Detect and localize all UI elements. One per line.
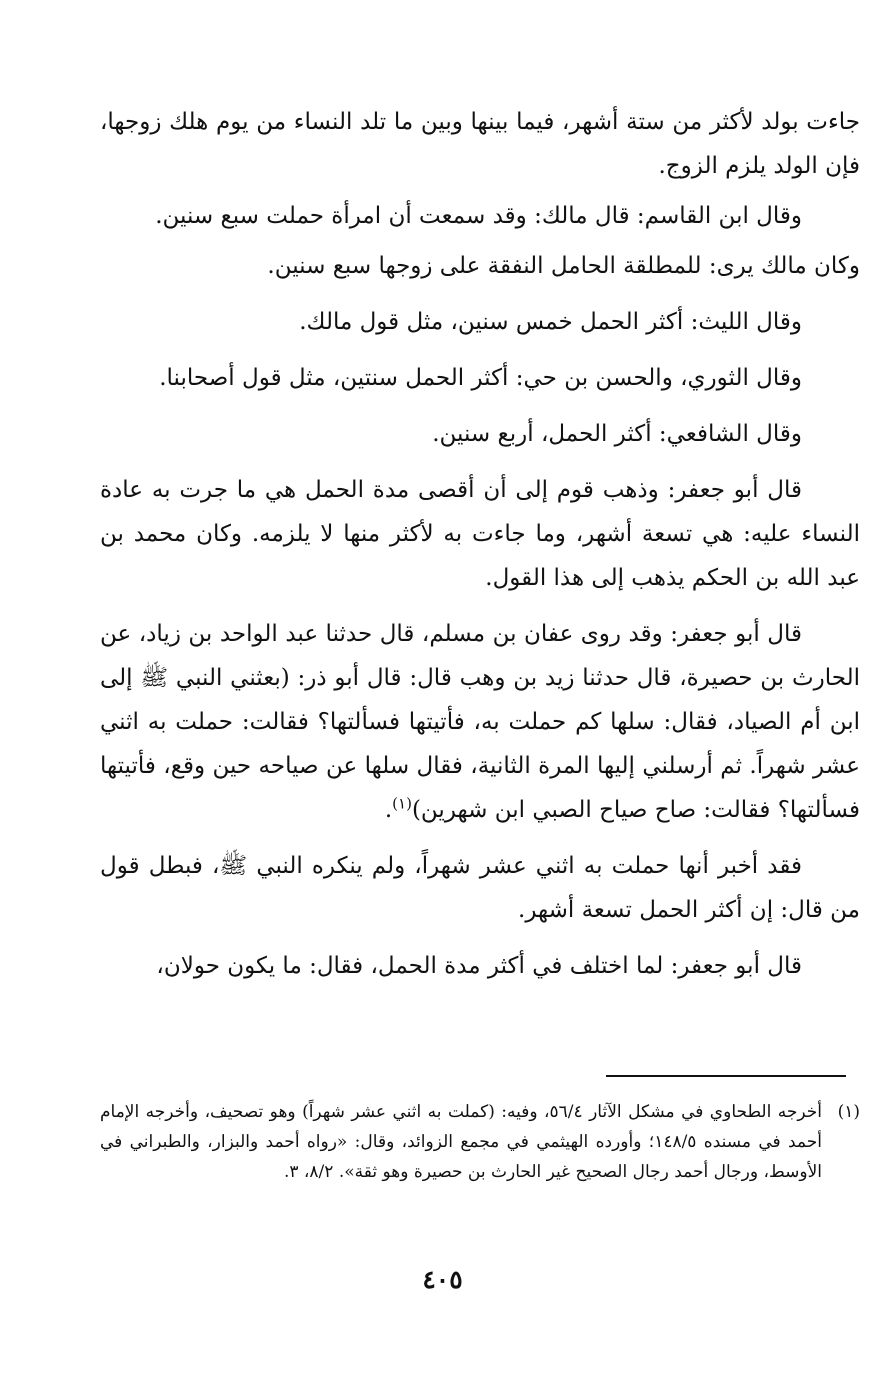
paragraph-7: قال أبو جعفر: وذهب قوم إلى أن أقصى مدة الحمل هي ما جرت به عادة النساء عليه: هي تسعة أشهر، وما جاءت به لأكثر منها لا يلزمه. وكان محمد بن عبد الله بن الحكم يذهب إلى هذا القول. bbox=[100, 477, 860, 591]
paragraph-5: وقال الثوري، والحسن بن حي: أكثر الحمل سنتين، مثل قول أصحابنا. bbox=[159, 365, 802, 391]
paragraph-4: وقال الليث: أكثر الحمل خمس سنين، مثل قول مالك. bbox=[299, 309, 802, 335]
footnote-marker: (١) bbox=[837, 1102, 860, 1122]
paragraph-6: وقال الشافعي: أكثر الحمل، أربع سنين. bbox=[432, 421, 802, 447]
page-number: ٤٠٥ bbox=[422, 1265, 463, 1294]
footnote-item bbox=[100, 1097, 860, 1187]
paragraph-8-text: قال أبو جعفر: وقد روى عفان بن مسلم، قال حدثنا عبد الواحد بن زياد، عن الحارث بن حصيرة، قال حدثنا زيد بن وهب قال: قال أبو ذر: (بعثني النبي ﷺ إلى ابن أم الصياد، فقال: سلها كم حملت به، فأتيتها فسألتها؟ فقالت: حملت به اثني عشر شهراً. ثم أرسلني إليها المرة الثانية، فقال سلها عن صياحه حين وقع، فأتيتها فسألتها؟ فقالت: صاح صياح الصبي ابن شهرين) bbox=[100, 621, 860, 823]
paragraph-10: قال أبو جعفر: لما اختلف في أكثر مدة الحمل، فقال: ما يكون حولان، bbox=[156, 953, 802, 979]
footnote-text: أخرجه الطحاوي في مشكل الآثار ٥٦/٤، وفيه: (كملت به اثني عشر شهراً) وهو تصحيف، وأخرجه الإمام أحمد في مسنده ١٤٨/٥؛ وأورده الهيثمي في مجمع الزوائد، وقال: «رواه أحمد والبزار، والطبراني في الأوسط، ورجال أحمد رجال الصحيح غير الحارث بن حصيرة وهو ثقة». ٨/٢، ٣. bbox=[100, 1102, 823, 1182]
footnote-reference: (١) bbox=[392, 794, 412, 813]
paragraph-8 bbox=[100, 612, 860, 832]
paragraph-8-tail: . bbox=[384, 797, 393, 823]
footnotes-section bbox=[100, 1097, 860, 1187]
main-text bbox=[100, 100, 860, 1000]
paragraph-2: وقال ابن القاسم: قال مالك: وقد سمعت أن امرأة حملت سبع سنين. bbox=[155, 203, 802, 229]
paragraph-9: فقد أخبر أنها حملت به اثني عشر شهراً، ولم ينكره النبي ﷺ، فبطل قول من قال: إن أكثر الحمل تسعة أشهر. bbox=[100, 853, 860, 923]
paragraph-1: جاءت بولد لأكثر من ستة أشهر، فيما بينها وبين ما تلد النساء من يوم هلك زوجها، فإن الولد يلزم الزوج. bbox=[100, 109, 860, 179]
paragraph-3: وكان مالك يرى: للمطلقة الحامل النفقة على زوجها سبع سنين. bbox=[267, 253, 860, 279]
footnote-separator bbox=[606, 1075, 846, 1077]
